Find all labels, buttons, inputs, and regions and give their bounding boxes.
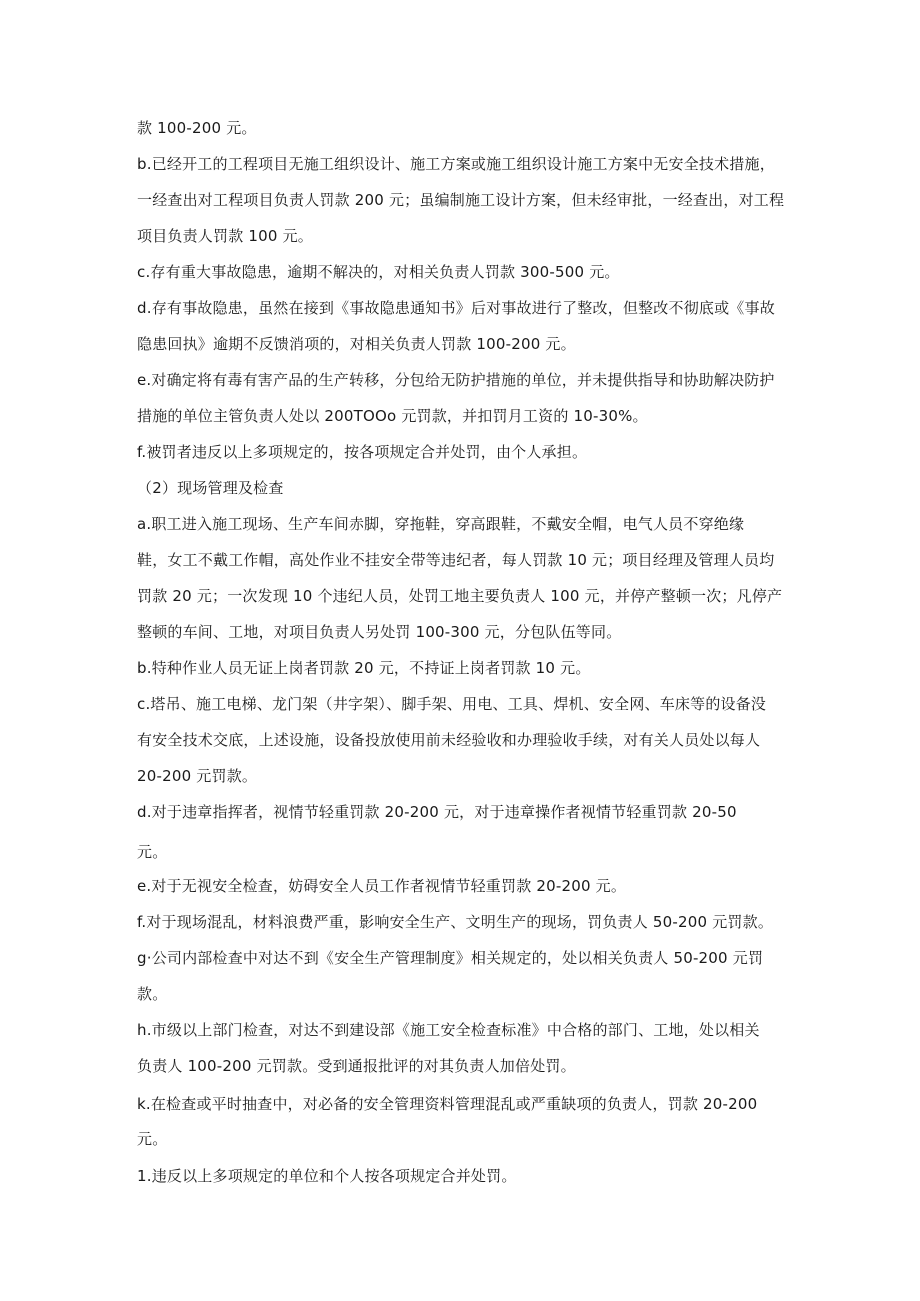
text-line: f.被罚者违反以上多项规定的，按各项规定合并处罚，由个人承担。 [137, 443, 588, 461]
text-line: e.对确定将有毒有害产品的生产转移，分包给无防护措施的单位，并未提供指导和协助解决防护 [137, 371, 775, 389]
text-line: e.对于无视安全检查，妨碍安全人员工作者视情节轻重罚款 20-200 元。 [137, 877, 627, 895]
text-line: d.存有事故隐患，虽然在接到《事故隐患通知书》后对事故进行了整改，但整改不彻底或《事故 [137, 299, 775, 317]
text-line: d.对于违章指挥者，视情节轻重罚款 20-200 元，对于违章操作者视情节轻重罚款 20-50 [137, 803, 737, 821]
text-line: 1.违反以上多项规定的单位和个人按各项规定合并处罚。 [137, 1167, 517, 1185]
text-line: k.在检查或平时抽查中，对必备的安全管理资料管理混乱或严重缺项的负责人，罚款 20-200 [137, 1095, 758, 1113]
text-line: 一经查出对工程项目负责人罚款 200 元；虽编制施工设计方案，但未经审批，一经查出，对工程 [137, 191, 785, 209]
text-line: 鞋，女工不戴工作帽，高处作业不挂安全带等违纪者，每人罚款 10 元；项目经理及管理人员均 [137, 551, 775, 569]
text-line: 措施的单位主管负责人处以 200TOOo 元罚款，并扣罚月工资的 10-30%。 [137, 407, 648, 425]
text-line: 20-200 元罚款。 [137, 767, 258, 785]
text-line: 有安全技术交底，上述设施，设备投放使用前未经验收和办理验收手续，对有关人员处以每人 [137, 731, 761, 749]
text-line: b.特种作业人员无证上岗者罚款 20 元，不持证上岗者罚款 10 元。 [137, 659, 591, 677]
text-line: 负责人 100-200 元罚款。受到通报批评的对其负责人加倍处罚。 [137, 1057, 576, 1075]
text-line: c.存有重大事故隐患，逾期不解决的，对相关负责人罚款 300-500 元。 [137, 263, 620, 281]
text-line: 款 100-200 元。 [137, 119, 257, 137]
text-line: c.塔吊、施工电梯、龙门架（井字架）、脚手架、用电、工具、焊机、安全网、车床等的设备没 [137, 695, 767, 713]
text-line: f.对于现场混乱，材料浪费严重，影响安全生产、文明生产的现场，罚负责人 50-200 元罚款。 [137, 913, 774, 931]
text-line: b.已经开工的工程项目无施工组织设计、施工方案或施工组织设计施工方案中无安全技术措施， [137, 155, 775, 173]
text-line: 款。 [137, 985, 168, 1003]
text-line: 整顿的车间、工地，对项目负责人另处罚 100-300 元，分包队伍等同。 [137, 623, 622, 641]
text-line: 罚款 20 元；一次发现 10 个违纪人员，处罚工地主要负责人 100 元，并停产整顿一次；凡停产 [137, 587, 783, 605]
text-line: h.市级以上部门检查，对达不到建设部《施工安全检查标准》中合格的部门、工地，处以相关 [137, 1021, 760, 1039]
text-line: 元。 [137, 843, 168, 861]
section-heading: （2）现场管理及检查 [137, 479, 284, 497]
text-line: 项目负责人罚款 100 元。 [137, 227, 313, 245]
text-line: g·公司内部检查中对达不到《安全生产管理制度》相关规定的，处以相关负责人 50-200 元罚 [137, 949, 764, 967]
text-line: 元。 [137, 1130, 168, 1148]
text-line: 隐患回执》逾期不反馈消项的，对相关负责人罚款 100-200 元。 [137, 335, 576, 353]
text-line: a.职工进入施工现场、生产车间赤脚，穿拖鞋，穿高跟鞋，不戴安全帽，电气人员不穿绝缘 [137, 515, 745, 533]
